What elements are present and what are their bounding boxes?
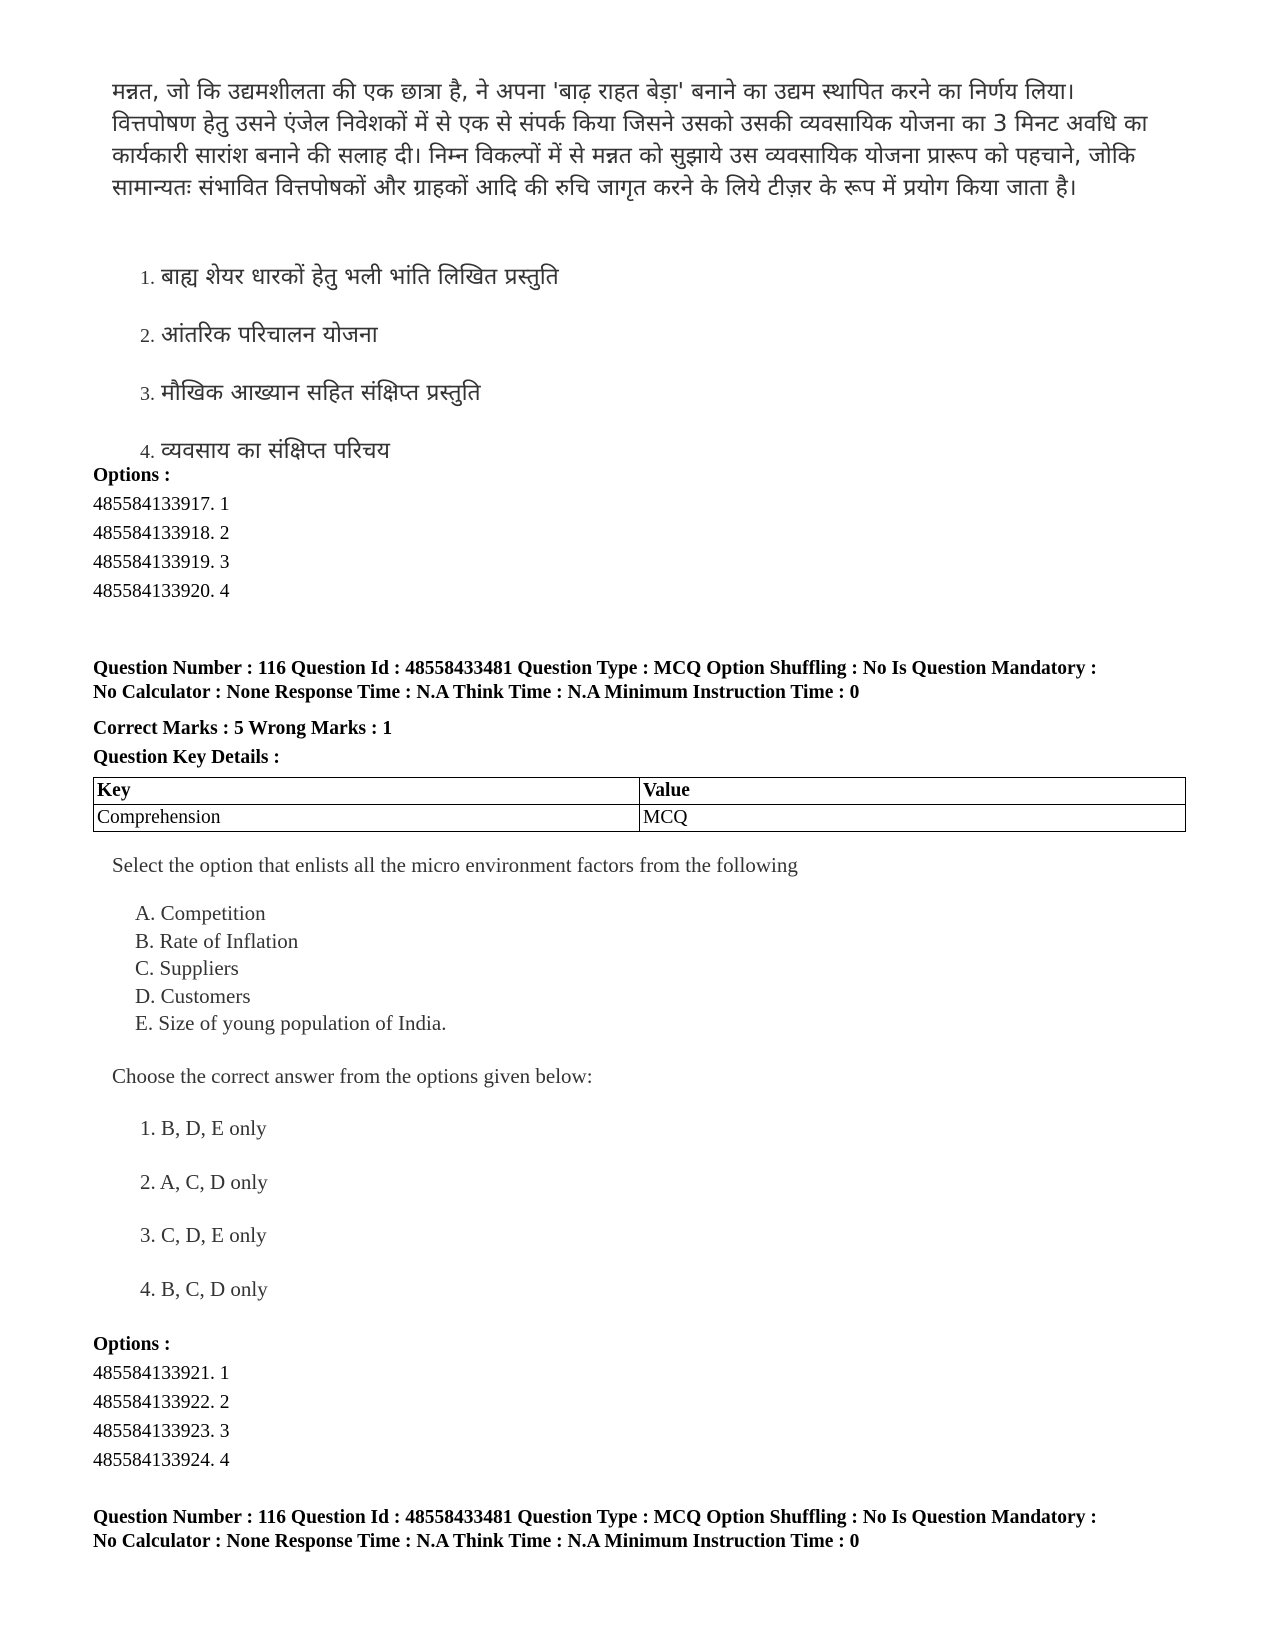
option-id: 485584133921. 1 [93, 1363, 230, 1384]
option-id: 485584133917. 1 [93, 494, 230, 515]
table-header: Value [640, 778, 1186, 805]
answer-choice: 4. B, C, D only [140, 1276, 268, 1301]
answer-choice: 2. A, C, D only [140, 1169, 268, 1194]
options-label: Options : [93, 465, 171, 486]
option-id: 485584133919. 3 [93, 552, 230, 573]
answer-choice: 3. C, D, E only [140, 1223, 267, 1247]
table-header: Key [94, 778, 640, 805]
option-id: 485584133924. 4 [93, 1450, 230, 1471]
prev-options-block [93, 461, 230, 606]
hindi-option: 1. बाह्य शेयर धारकों हेतु भली भांति लिखित प्रस्तुति [140, 264, 559, 290]
hindi-question-text: मन्नत, जो कि उद्यमशीलता की एक छात्रा है, ने अपना 'बाढ़ राहत बेड़ा' बनाने का उद्यम स्थापित करने का निर्णय लिया। वित्तपोषण हेतु उसने एंजेल निवेशकों में से एक से संपर्क किया जिसने उसको उसकी व्यवसायिक योजना का 3 मिनट अवधि का कार्यकारी सारांश बनाने की सलाह दी। निम्न विकल्पों में से मन्नत को सुझाये उस व्यवसायिक योजना प्रारूप को पहचाने, जोकि सामान्यतः संभावित वित्तपोषकों और ग्राहकों आदि की रुचि जागृत करने के लिये टीज़र के रूप में प्रयोग किया जाता है। [112, 79, 1148, 201]
answer-choice: 1. B, D, E only [140, 1116, 267, 1140]
hindi-option: 3. मौखिक आख्यान सहित संक्षिप्त प्रस्तुति [140, 380, 481, 406]
question-items [135, 900, 446, 1038]
marks-line: Correct Marks : 5 Wrong Marks : 1 [93, 718, 393, 739]
table-header-row [94, 778, 1186, 805]
question-meta: Question Number : 116 Question Id : 48558433481 Question Type : MCQ Option Shuffling : No Is Question Mandatory : No Calculator : None Response Time : N.A Think Time : N.A Minimum Instruction Time : 0 [93, 658, 1097, 703]
option-id: 485584133918. 2 [93, 523, 230, 544]
list-item: E. Size of young population of India. [135, 1011, 447, 1035]
key-details-table [93, 777, 1186, 832]
option-id: 485584133920. 4 [93, 581, 230, 602]
list-item: B. Rate of Inflation [135, 928, 299, 953]
options-label: Options : [93, 1334, 171, 1355]
list-item: D. Customers [135, 983, 251, 1008]
question-stem: Select the option that enlists all the micro environment factors from the following [112, 853, 798, 877]
hindi-option-list [140, 262, 559, 494]
list-item: C. Suppliers [135, 956, 239, 980]
table-cell: Comprehension [94, 805, 640, 832]
option-id: 485584133923. 3 [93, 1421, 230, 1442]
choose-instruction: Choose the correct answer from the options given below: [112, 1064, 593, 1088]
options-block [93, 1330, 230, 1475]
table-row [94, 805, 1186, 832]
hindi-option: 4. व्यवसाय का संक्षिप्त परिचय [140, 438, 390, 464]
table-cell: MCQ [640, 805, 1186, 832]
next-question-meta: Question Number : 116 Question Id : 48558433481 Question Type : MCQ Option Shuffling : No Is Question Mandatory : No Calculator : None Response Time : N.A Think Time : N.A Minimum Instruction Time : 0 [93, 1507, 1097, 1552]
answer-choices [140, 1114, 268, 1328]
hindi-option: 2. आंतरिक परिचालन योजना [140, 322, 378, 348]
list-item: A. Competition [135, 901, 266, 925]
option-id: 485584133922. 2 [93, 1392, 230, 1413]
key-details-label: Question Key Details : [93, 747, 280, 768]
